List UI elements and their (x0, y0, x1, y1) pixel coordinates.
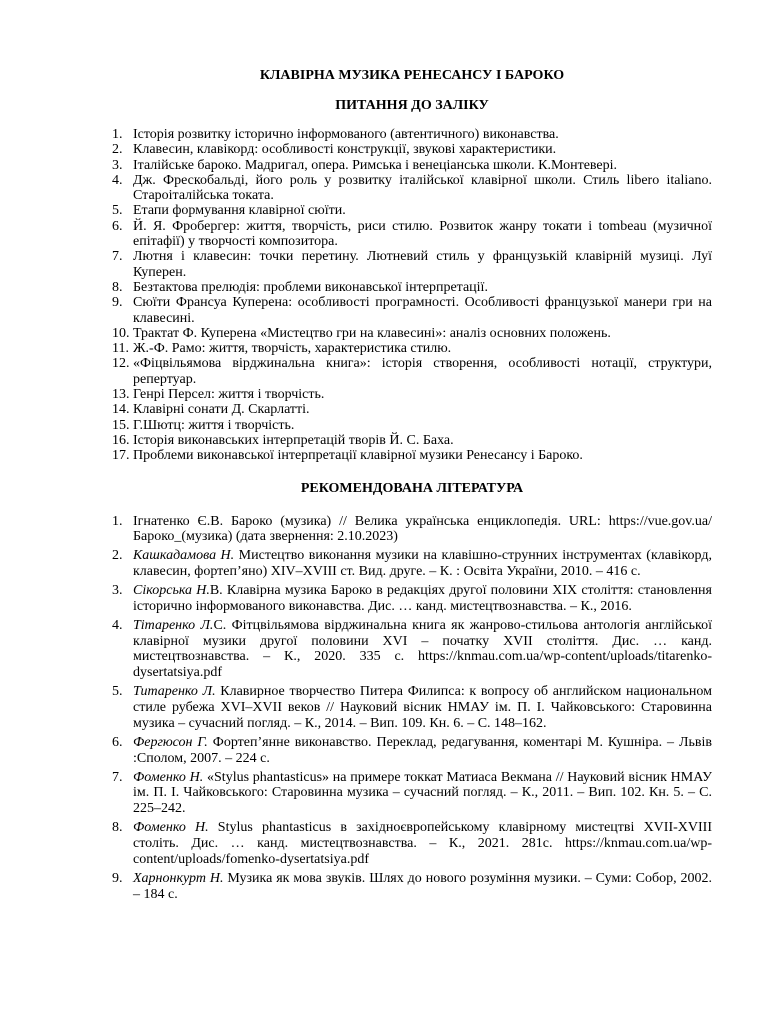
literature-number: 8. (112, 820, 123, 836)
question-text: Клавесин, клавікорд: особливості конструкції, звукові характеристики. (133, 142, 557, 158)
literature-author: Кашкадамова Н. (133, 548, 235, 564)
literature-text: Клавирное творчество Питера Филипса: к вопросу об английском национальном стиле рубежа XVI–XVII веков // Науковий вісник НМАУ ім. П. І. Чайковського: Старовинна музика – сучасний погляд. – К., 2014. – Вип. 109. Кн. 6. – С. 148–162. (133, 684, 712, 731)
question-number: 6. (112, 218, 123, 234)
question-item (112, 280, 712, 295)
question-text: Історія виконавських інтерпретацій творів Й. С. Баха. (133, 432, 454, 448)
question-number: 11. (112, 341, 129, 357)
question-number: 12. (112, 356, 130, 372)
literature-author: Сікорська Н. (133, 583, 210, 599)
question-text: «Фіцвільямова вірджинальна книга»: історія створення, особливості нотації, структури, репертуар. (133, 356, 712, 387)
question-number: 17. (112, 448, 130, 464)
question-text: Дж. Фрескобальді, його роль у розвитку італійської клавірної школи. Стиль libero italiano. Староіталійська токата. (133, 172, 712, 204)
literature-text: Музика як мова звуків. Шлях до нового розуміння музики. – Суми: Собор, 2002. – 184 с. (133, 870, 713, 902)
literature-number: 6. (112, 734, 123, 750)
question-number: 5. (112, 203, 123, 219)
literature-author: Титаренко Л. (133, 684, 216, 700)
literature-number: 5. (112, 684, 123, 700)
literature-number: 7. (112, 769, 123, 785)
question-number: 4. (112, 172, 123, 188)
question-item (112, 158, 712, 173)
questions-heading: ПИТАННЯ ДО ЗАЛІКУ (335, 98, 489, 113)
question-text: Клавірні сонати Д. Скарлатті. (133, 402, 310, 418)
question-item (112, 402, 712, 417)
question-text: Трактат Ф. Куперена «Мистецтво гри на клавесині»: аналіз основних положень. (133, 325, 611, 341)
literature-author: Харнонкурт Н. (133, 870, 224, 886)
question-number: 14. (112, 402, 130, 418)
literature-item (112, 871, 712, 903)
question-number: 7. (112, 249, 123, 265)
literature-text: В. Клавірна музика Бароко в редакціях другої половини ХІХ століття: становлення історично інформованого виконавства. Дис. … канд. мистецтвознавства. – К., 2016. (133, 583, 712, 614)
literature-author: Тітаренко Л. (133, 617, 214, 633)
literature-number: 4. (112, 617, 123, 633)
literature-item (112, 684, 712, 731)
question-number: 13. (112, 387, 130, 403)
question-number: 1. (112, 127, 123, 142)
literature-number: 9. (112, 870, 123, 886)
question-text: Ж.-Ф. Рамо: життя, творчість, характеристика стилю. (133, 341, 452, 357)
question-item (112, 295, 712, 326)
question-item (112, 249, 712, 280)
question-number: 3. (112, 157, 123, 173)
question-text: Етапи формування клавірної сюїти. (133, 203, 346, 219)
literature-item (112, 735, 712, 767)
question-item (112, 219, 712, 250)
question-item (112, 356, 712, 387)
question-text: Історія розвитку історично інформованого (автентичного) виконавства. (133, 127, 559, 142)
question-item (112, 173, 712, 204)
literature-number: 2. (112, 548, 123, 564)
question-number: 16. (112, 432, 130, 448)
literature-number: 3. (112, 583, 123, 599)
literature-list (112, 514, 712, 903)
literature-text: С. Фітцвільямова вірджинальна книга як жанрово-стильова антологія англійської клавірної музики другої половини XVI – початку XVII століття. Дис. … канд. мистецтвознавства. – К., 2020. 335 с. https://knmau.com.ua/wp-content/uploads/titarenko-dysertatsiya.pdf (133, 617, 712, 681)
literature-text: Ігнатенко Є.В. Бароко (музика) // Велика українська енциклопедія. URL: https://vue.gov.ua/Бароко_(музика) (дата звернення: 2.10.2023) (133, 513, 712, 545)
question-item (112, 387, 712, 402)
literature-text: Stylus phantasticus в західноєвропейському клавірному мистецтві XVII-XVIII століть. Дис. … канд. мистецтвознавства. – К., 2021. 281с. https://knmau.com.ua/wp-content/uploads/fomenko-dysertatsiya.pdf (133, 820, 712, 867)
question-number: 10. (112, 325, 130, 341)
question-text: Італійське бароко. Мадригал, опера. Римська і венеціанська школи. К.Монтевері. (133, 157, 618, 173)
literature-author: Фергюсон Г. (133, 734, 208, 750)
question-item (112, 433, 712, 448)
question-text: Й. Я. Фробергер: життя, творчість, риси стилю. Розвиток жанру токати і tombeau (музичної епітафії) у творчості композитора. (133, 218, 712, 250)
question-number: 15. (112, 417, 130, 433)
question-text: Лютня і клавесин: точки перетину. Лютневий стиль у французькій клавірній музиці. Луї Куперен. (133, 249, 712, 280)
question-item (112, 203, 712, 218)
literature-number: 1. (112, 513, 123, 529)
literature-author: Фоменко Н. (133, 820, 209, 836)
question-text: Г.Шютц: життя і творчість. (133, 417, 295, 433)
question-text: Сюїти Франсуа Куперена: особливості програмності. Особливості французької манери гри на клавесині. (133, 295, 712, 326)
literature-item (112, 514, 712, 546)
literature-author: Фоменко Н. (133, 769, 204, 785)
page-title: КЛАВІРНА МУЗИКА РЕНЕСАНСУ І БАРОКО (259, 68, 565, 83)
literature-heading: РЕКОМЕНДОВАНА ЛІТЕРАТУРА (300, 480, 524, 496)
literature-item (112, 820, 712, 867)
question-number: 9. (112, 295, 123, 311)
questions-list (112, 127, 712, 464)
question-item (112, 448, 712, 463)
literature-item (112, 770, 712, 817)
question-number: 8. (112, 279, 123, 295)
literature-item (112, 618, 712, 681)
question-item (112, 142, 712, 157)
question-text: Генрі Персел: життя і творчість. (133, 387, 325, 403)
literature-text: Мистецтво виконання музики на клавішно-струнних інструментах (клавікорд, клавесин, фортеп’яно) XIV–XVIII ст. Вид. друге. – К. : Освіта України, 2010. – 416 с. (133, 548, 712, 580)
literature-text: Фортеп’янне виконавство. Переклад, редагування, коментарі М. Кушніра. – Львів :Сполом, 2007. – 224 с. (133, 734, 712, 766)
literature-text: «Stylus phantasticus» на примере токкат Матиаса Векмана // Науковий вісник НМАУ ім. П. І. Чайковського: Старовинна музика – сучасний погляд. – К., 2011. – Вип. 102. Кн. 5. – С. 225–242. (133, 769, 712, 817)
literature-item (112, 548, 712, 580)
question-text: Проблеми виконавської інтерпретації клавірної музики Ренесансу і Бароко. (133, 448, 583, 464)
question-item (112, 418, 712, 433)
question-item (112, 341, 712, 356)
question-item (112, 127, 712, 142)
document-page (112, 64, 712, 906)
question-item (112, 326, 712, 341)
question-text: Безтактова прелюдія: проблеми виконавської інтерпретації. (133, 279, 488, 295)
question-number: 2. (112, 142, 123, 158)
literature-item (112, 583, 712, 615)
